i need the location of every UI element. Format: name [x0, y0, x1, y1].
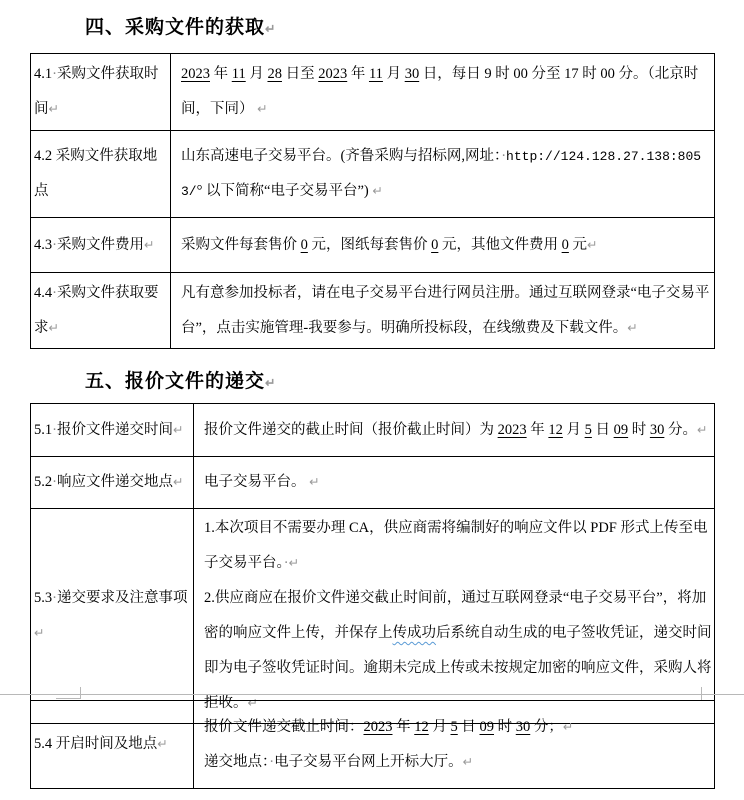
text-segment: 5.3: [34, 590, 53, 606]
text-segment: 元，图纸每套售价: [307, 236, 432, 253]
table-row-4-2: [31, 131, 715, 218]
text-segment: 09: [613, 421, 629, 438]
row-5-2-content-cell: [194, 457, 715, 509]
text-segment: 5: [450, 718, 458, 735]
text-segment: 12: [414, 718, 429, 735]
space-mark-icon: ·: [52, 284, 57, 301]
table-row-4-4: [31, 273, 715, 349]
text-segment: 递交要求及注意事项: [56, 590, 188, 606]
text-segment: 响应文件递交地点: [56, 474, 173, 490]
paragraph: [181, 276, 712, 346]
paragraph-mark-icon: ↵: [587, 237, 598, 252]
paragraph: [204, 511, 712, 581]
paragraph: [204, 710, 712, 745]
paragraph-mark-icon: ↵: [172, 475, 184, 489]
table-row-5-4: [31, 701, 715, 789]
text-segment: 30: [404, 66, 420, 82]
paragraph-mark-icon: ↵: [34, 626, 45, 640]
text-segment: 日至: [281, 66, 319, 82]
text-segment: 年: [526, 421, 549, 438]
table-row-5-1: [31, 404, 715, 457]
text-segment: 30: [649, 421, 665, 438]
paragraph-mark-icon: ↵: [157, 737, 168, 751]
text-segment: 年: [392, 718, 415, 735]
table-row-4-1: [31, 54, 715, 131]
text-segment: 2023: [497, 421, 527, 438]
paragraph: [204, 465, 712, 500]
paragraph-mark-icon: ↵: [172, 422, 184, 437]
space-mark-icon: ·: [52, 66, 57, 82]
text-segment: 报价文件递交截止时间：: [204, 718, 364, 735]
text-segment: 采购文件获取要求: [34, 284, 159, 336]
paragraph-mark-icon: ↵: [257, 102, 268, 116]
text-segment: 采购文件每套售价: [181, 236, 301, 253]
text-segment: 递交地点：: [204, 753, 270, 770]
text-segment: 传成功: [392, 625, 436, 641]
paragraph-mark-icon: ↵: [265, 22, 276, 36]
row-4-4-label-cell: [31, 273, 171, 349]
text-segment: 2023: [363, 718, 393, 735]
text-segment: 1.本次项目不需要办理 CA，供应商需将编制好的响应文件以 PDF 形式上传至电子交易平台。: [204, 520, 708, 571]
space-mark-icon: ·: [52, 421, 57, 438]
paragraph-mark-icon: ↵: [48, 320, 59, 335]
page-break-right-mark: [701, 687, 702, 700]
text-segment: 年: [347, 66, 369, 82]
section5-title: 五、报价文件的递交: [85, 371, 266, 392]
paragraph-mark-icon: ↵: [48, 102, 59, 116]
row-4-2-label-cell: [31, 131, 171, 218]
paragraph-mark-icon: ↵: [697, 422, 708, 437]
text-segment: 12: [548, 421, 563, 438]
text-segment: 5.1: [34, 421, 53, 438]
paragraph-mark-icon: ↵: [462, 754, 474, 769]
row-4-2-content-cell: [171, 131, 715, 218]
text-segment: 月: [428, 718, 451, 735]
row-4-3-label-cell: [31, 218, 171, 273]
paragraph: [204, 745, 712, 780]
row-4-1-content-cell: [171, 54, 715, 131]
text-segment: 电子交易平台网上开标大厅。: [274, 753, 463, 770]
text-segment: 4.1: [34, 66, 53, 82]
text-segment: 2023: [318, 66, 348, 82]
row-5-1-content-cell: [194, 404, 715, 457]
text-segment: 日，每日 9 时 00 分至 17 时 00 分。（北京时间，下同）: [181, 66, 699, 117]
text-segment: 0: [300, 236, 308, 253]
space-mark-icon: ·: [283, 555, 289, 571]
table-row-5-2: [31, 457, 715, 509]
text-segment: 年: [210, 66, 232, 82]
text-segment: 时: [628, 421, 650, 438]
row-5-3-label-cell: [31, 509, 194, 724]
text-segment: ° 以下简称“电子交易平台”): [196, 183, 373, 199]
text-segment: 4.3: [34, 236, 53, 253]
space-mark-icon: ·: [269, 753, 275, 770]
paragraph-mark-icon: ↵: [143, 237, 155, 252]
text-segment: 30: [515, 718, 531, 735]
paragraph-mark-icon: ↵: [627, 320, 638, 335]
text-segment: 采购文件获取时间: [34, 66, 159, 117]
row-4-1-label-cell: [31, 54, 171, 131]
text-segment: 月: [245, 66, 268, 82]
text-segment: 5.2: [34, 474, 53, 490]
row-4-4-content-cell: [171, 273, 715, 349]
text-segment: 2023: [181, 66, 210, 82]
row-5-2-label-cell: [31, 457, 194, 509]
paragraph-mark-icon: ↵: [247, 696, 258, 710]
text-segment: 0: [431, 236, 439, 253]
section5-heading: [85, 366, 276, 393]
page-break-left-mark: [56, 698, 81, 699]
text-segment: 分。: [664, 421, 697, 438]
text-segment: 月: [562, 421, 585, 438]
paragraph-mark-icon: ↵: [372, 184, 383, 198]
text-segment: 日: [457, 718, 480, 735]
text-segment: 凡有意参加投标者，请在电子交易平台进行网员注册。通过互联网登录“电子交易平台”，点击实施管理-我要参与。明确所投标段，在线缴费及下载文件。: [181, 284, 710, 336]
text-segment: 5: [584, 421, 592, 438]
text-segment: 0: [561, 236, 569, 253]
section5-table: [30, 403, 715, 724]
text-segment: 报价文件递交的截止时间（报价截止时间）为: [204, 421, 498, 438]
text-segment: 5.4 开启时间及地点: [34, 736, 158, 752]
paragraph: [181, 228, 712, 263]
paragraph: [181, 57, 712, 127]
row-5-4-content-cell: [194, 701, 715, 789]
space-mark-icon: ·: [52, 590, 57, 606]
text-segment: 4.2 采购文件获取地点: [34, 148, 158, 199]
section4-table: [30, 53, 715, 349]
text-segment: 日: [591, 421, 614, 438]
text-segment: 后系统自动生成的电子签收凭证，递交时间即为电子签收凭证时间。逾期未完成上传或未按规定加密的响应文件，采购人将拒收。: [204, 625, 712, 711]
row-4-3-content-cell: [171, 218, 715, 273]
text-segment: 28: [267, 66, 282, 82]
text-segment: 报价文件递交时间: [56, 421, 173, 438]
row-5-3-content-cell: [194, 509, 715, 724]
text-segment: http://124.128.27.138:8053/: [181, 149, 702, 199]
paragraph-mark-icon: ↵: [562, 719, 574, 734]
paragraph-mark-icon: ↵: [309, 475, 320, 489]
text-segment: 4.4: [34, 284, 53, 301]
space-mark-icon: ·: [501, 148, 507, 164]
section4-heading: [85, 12, 276, 39]
section5-table-continued: [30, 700, 715, 789]
text-segment: 电子交易平台。: [204, 474, 310, 490]
page-break-line: [0, 694, 744, 695]
text-segment: 月: [382, 66, 405, 82]
text-segment: 11: [231, 66, 246, 82]
paragraph-mark-icon: ↵: [288, 556, 300, 570]
text-segment: 时: [494, 718, 516, 735]
space-mark-icon: ·: [52, 474, 57, 490]
paragraph: [181, 139, 712, 209]
paragraph-mark-icon: ↵: [265, 376, 276, 390]
text-segment: 采购文件费用: [56, 236, 144, 253]
row-5-1-label-cell: [31, 404, 194, 457]
table-row-5-3: [31, 509, 715, 724]
space-mark-icon: ·: [52, 236, 57, 253]
text-segment: 山东高速电子交易平台。(齐鲁采购与招标网,网址：: [181, 148, 502, 164]
row-5-4-label-cell: [31, 701, 194, 789]
text-segment: 11: [368, 66, 383, 82]
text-segment: 元，其他文件费用: [438, 236, 562, 253]
text-segment: 分；: [530, 718, 563, 735]
table-row-4-3: [31, 218, 715, 273]
text-segment: 元: [568, 236, 587, 253]
section4-title: 四、采购文件的获取: [85, 17, 266, 38]
text-segment: 2.供应商应在报价文件递交截止时间前，通过互联网登录“电子交易平台”，将加密的响应文件上传，并保存上: [204, 590, 707, 641]
paragraph: [204, 413, 712, 448]
text-segment: 09: [479, 718, 494, 735]
